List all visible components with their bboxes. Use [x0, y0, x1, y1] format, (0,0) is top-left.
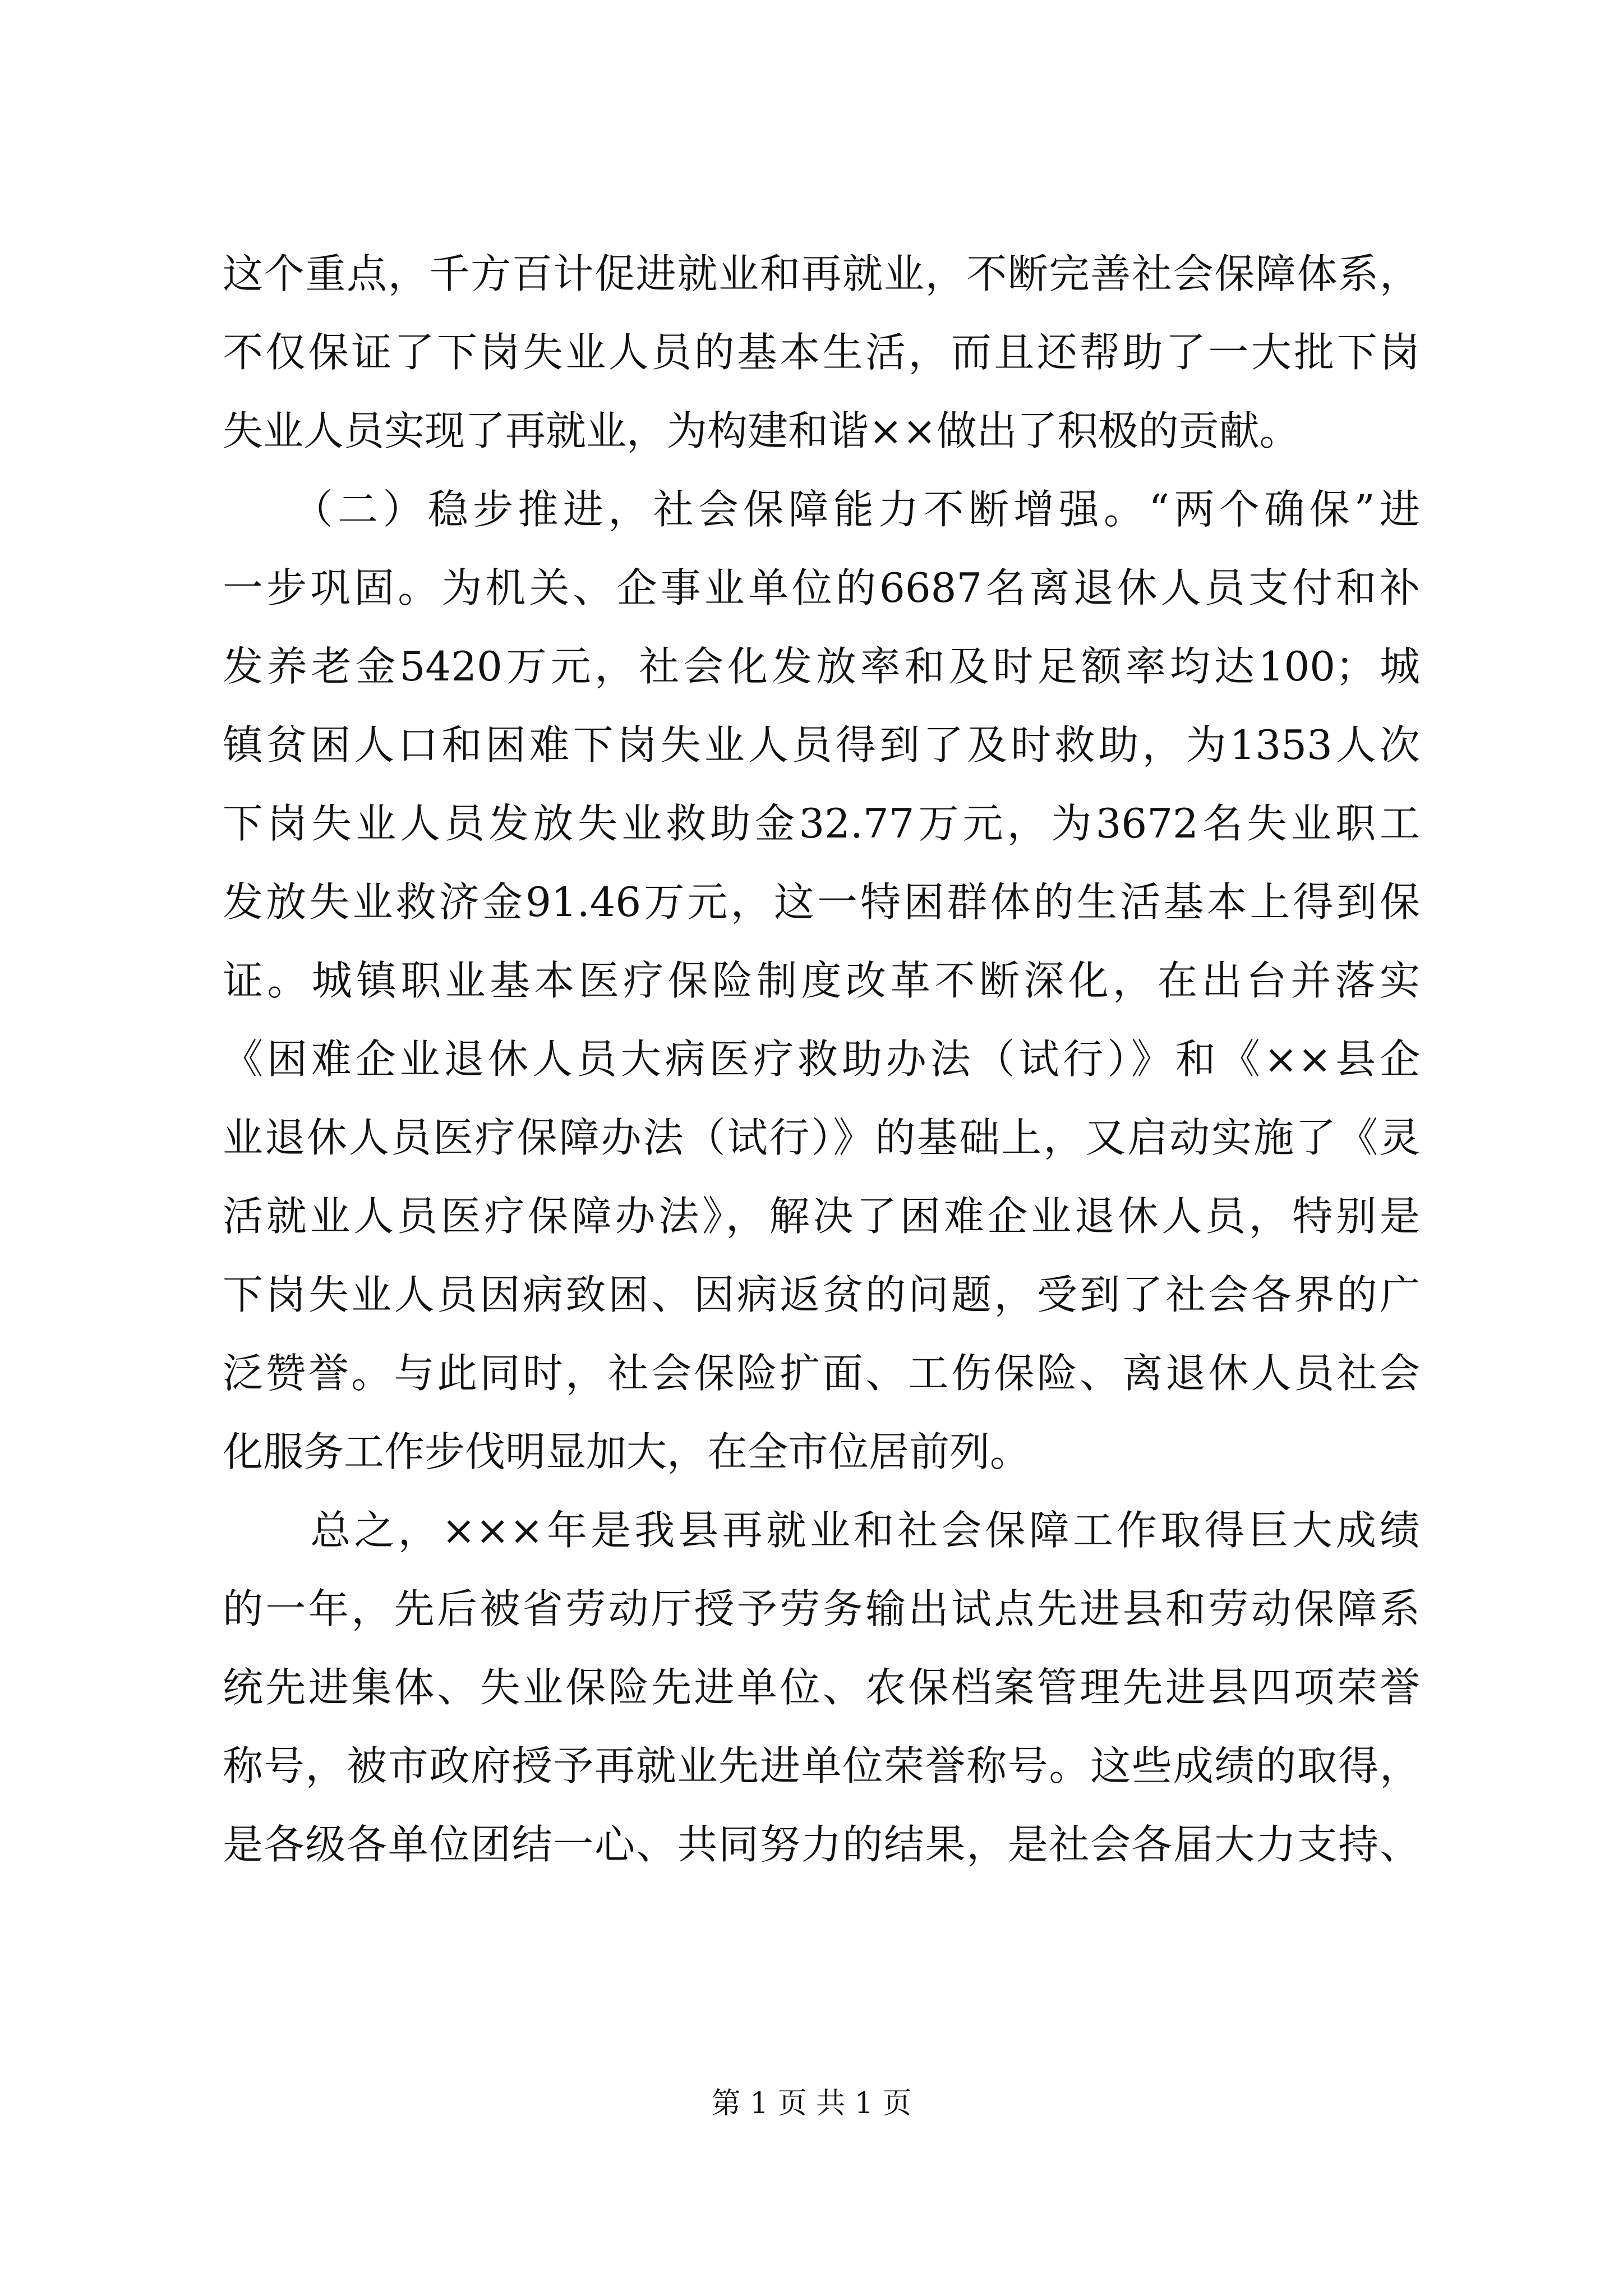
- text-line: 下岗失业人员发放失业救助金32.77万元，为3672名失业职工: [223, 800, 1420, 847]
- text-line: 失业人员实现了再就业，为构建和谐××做出了积极的贡献。: [223, 407, 1300, 454]
- text-line: 发养老金5420万元，社会化发放率和及时足额率均达100；城: [223, 643, 1420, 690]
- body-text: [223, 234, 1420, 1884]
- text-line: 活就业人员医疗保障办法》，解决了困难企业退休人员，特别是: [223, 1193, 1420, 1240]
- text-line: 称号，被市政府授予再就业先进单位荣誉称号。这些成绩的取得，: [223, 1742, 1420, 1789]
- text-line: 总之，×××年是我县再就业和社会保障工作取得巨大成绩: [223, 1507, 1420, 1554]
- text-line: 镇贫困人口和困难下岗失业人员得到了及时救助，为1353人次: [223, 721, 1420, 769]
- text-line: 不仅保证了下岗失业人员的基本生活，而且还帮助了一大批下岗: [223, 329, 1420, 376]
- text-line: 证。城镇职业基本医疗保险制度改革不断深化，在出台并落实: [223, 957, 1420, 1004]
- text-line: 这个重点，千方百计促进就业和再就业，不断完善社会保障体系，: [223, 250, 1420, 297]
- text-line: 的一年，先后被省劳动厅授予劳务输出试点先进县和劳动保障系: [223, 1585, 1420, 1632]
- text-line: 下岗失业人员因病致困、因病返贫的问题，受到了社会各界的广: [223, 1271, 1420, 1318]
- page-footer: 第 1 页 共 1 页: [711, 2087, 912, 2120]
- text-line: 是各级各单位团结一心、共同努力的结果，是社会各届大力支持、: [223, 1821, 1420, 1868]
- text-line: 泛赞誉。与此同时，社会保险扩面、工伤保险、离退休人员社会: [223, 1350, 1420, 1397]
- text-line: 化服务工作步伐明显加大，在全市位居前列。: [223, 1428, 1031, 1475]
- text-line: 《困难企业退休人员大病医疗救助办法（试行）》和《××县企: [223, 1036, 1420, 1083]
- text-line: （二）稳步推进，社会保障能力不断增强。“两个确保”进: [223, 486, 1420, 533]
- text-line: 统先进集体、失业保险先进单位、农保档案管理先进县四项荣誉: [223, 1664, 1420, 1711]
- text-line: 发放失业救济金91.46万元，这一特困群体的生活基本上得到保: [223, 878, 1420, 926]
- text-line: 业退休人员医疗保障办法（试行）》的基础上，又启动实施了《灵: [223, 1114, 1420, 1161]
- text-line: 一步巩固。为机关、企事业单位的6687名离退休人员支付和补: [223, 564, 1420, 611]
